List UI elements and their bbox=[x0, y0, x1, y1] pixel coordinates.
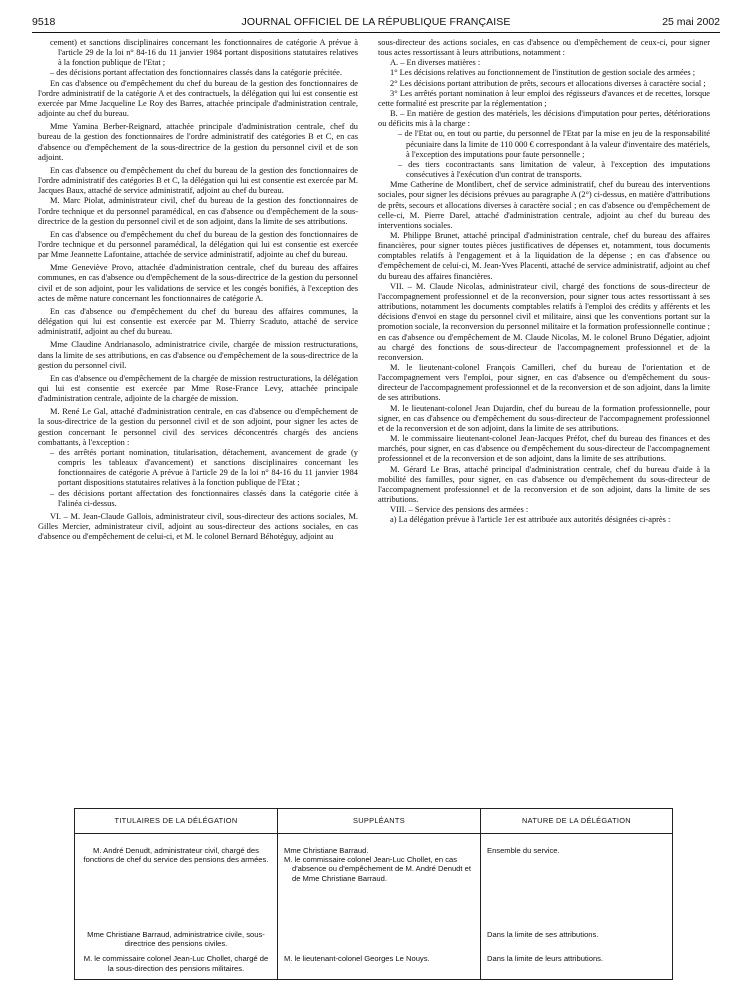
paragraph: – des arrêtés portant nomination, titularisation, détachement, avancement de grade (y compris les tableaux d'avancement) et sanctions disciplinaires concernant les fonctionnaires de catégorie A prévue à l'article 29 de la loi n° 84-16 du 11 janvier 1984 portant dispositions statutaires relatives à la fonction publique de l'Etat ; bbox=[50, 447, 358, 488]
paragraph: a) La délégation prévue à l'article 1er est attribuée aux autorités désignées ci-après : bbox=[390, 515, 671, 525]
paragraph: – de l'Etat ou, en tout ou partie, du personnel de l'Etat par la mise en jeu de la responsabilité pécuniaire dans la limite de 110 000 € correspondant à la valeur d'inventaire des matériels, à l'exception des imputations pour faute personnelle ; bbox=[398, 129, 710, 159]
paragraph: 1° Les décisions relatives au fonctionnement de l'institution de gestion sociale des armées ; bbox=[390, 68, 696, 78]
paragraph: En cas d'absence ou d'empêchement du chef du bureau de la gestion des fonctionnaires de l'ordre administratif de la catégorie A et des contractuels, la délégation qui lui est consentie est exercée par Mme Jacqueline Le Roy des Barres, attachée principale d'administration centrale, adjointe au chef du bureau. bbox=[38, 78, 358, 119]
paragraph: Mme Catherine de Montlibert, chef de service administratif, chef du bureau des interventions sociales, pour signer les décisions prévues au paragraphe A (2°) ci-dessus, en matière d'attributions de prêts, secours et allocations diverses à caractère social ; en cas d'absence ou d'empêchement de celle-ci, M. Pierre Darel, attaché d'administration centrale, adjoint au chef du bureau des interventions sociales. bbox=[378, 180, 710, 230]
suppleants-cell: M. le lieutenant-colonel Georges Le Nouys. bbox=[278, 951, 481, 980]
paragraph: – des tiers cocontractants sans limitation de valeur, à l'exception des imputations consécutives à l'exécution d'un contrat de transports. bbox=[398, 159, 710, 180]
paragraph: VII. – M. Claude Nicolas, administrateur civil, chargé des fonctions de sous-directeur de l'accompagnement professionnel et de la reconversion, pour signer tous actes ressortissant à ses attributions, notamment les documents comptables relatifs à l'emploi des crédits y afférents et les décisions d'envoi en stage du personnel civil et militaire, ainsi que les conventions portant sur la promotion sociale, la reconversion du personnel militaire et la formation professionnelle continue ; en cas d'absence ou d'empêchement de M. Claude Nicolas, M. le colonel Bruno Dégatier, adjoint au chargé des fonctions de sous-directeur de l'accompagnement professionnel et de la reconversion. bbox=[378, 281, 710, 362]
table-header-row bbox=[75, 809, 673, 834]
column-header-suppleants: SUPPLÉANTS bbox=[278, 809, 481, 834]
paragraph: M. le lieutenant-colonel François Camilleri, chef du bureau de l'orientation et de l'accompagnement vers l'emploi, pour signer, en cas d'absence ou d'empêchement du sous-directeur de l'accompagnement professionnel et de la reconversion et de son adjoint, dans la limite de ses attributions. bbox=[378, 363, 710, 403]
delegation-table bbox=[74, 808, 673, 980]
paragraph: 2° Les décisions portant attribution de prêts, secours et allocations diverses à caractère social ; bbox=[390, 78, 706, 88]
paragraph: En cas d'absence ou d'empêchement du chef du bureau des affaires communes, la délégation qui lui est consentie est exercée par M. Thierry Scaduto, attaché de service administratif, adjoint au chef du bureau. bbox=[38, 306, 358, 337]
paragraph: M. le lieutenant-colonel Jean Dujardin, chef du bureau de la formation professionnelle, pour signer, en cas d'absence ou d'empêchement du sous-directeur de l'accompagnement professionnel et de la reconversion et de son adjoint, dans la limite de ses attributions. bbox=[378, 403, 710, 433]
paragraph: M. Marc Piolat, administrateur civil, chef du bureau de la gestion des fonctionnaires de l'ordre technique et du personnel paramédical, en cas d'absence ou d'empêchement de la sous-directrice de la gestion du personnel civil et de son adjoint, dans la limite de ses attributions. bbox=[38, 196, 358, 226]
column-header-titulaires: TITULAIRES DE LA DÉLÉGATION bbox=[75, 809, 278, 834]
titulaire-cell: M. André Denudt, administrateur civil, chargé des fonctions de chef du service des pensions des armées. bbox=[75, 834, 278, 928]
header-rule bbox=[32, 32, 720, 33]
page-number: 9518 bbox=[32, 16, 56, 28]
paragraph: cement) et sanctions disciplinaires concernant les fonctionnaires de catégorie A prévue à l'article 29 de la loi n° 84-16 du 11 janvier 1984 portant dispositions statutaires relatives à la fonction publique de l'Etat ; bbox=[50, 38, 358, 68]
column-header-nature: NATURE DE LA DÉLÉGATION bbox=[481, 809, 673, 834]
table-row bbox=[75, 834, 673, 928]
nature-cell: Dans la limite de leurs attributions. bbox=[481, 951, 673, 980]
paragraph: M. le commissaire lieutenant-colonel Jean-Jacques Préfot, chef du bureau des finances et des marchés, pour signer, en cas d'absence ou d'empêchement du sous-directeur de l'accompagnement professionnel et de la reconversion et de son adjoint, dans la limite de ses attributions. bbox=[378, 434, 710, 464]
paragraph: – des décisions portant affectation des fonctionnaires classés dans la catégorie précitée. bbox=[50, 68, 342, 78]
paragraph: M. René Le Gal, attaché d'administration centrale, en cas d'absence ou d'empêchement de la sous-directrice de la gestion du personnel civil et de son adjoint, pour signer les actes de gestion concernant le personnel civil des services déconcentrés chargés des anciens combattants, à l'exception : bbox=[38, 407, 358, 447]
paragraph: VIII. – Service des pensions des armées : bbox=[390, 505, 529, 515]
suppleants-cell bbox=[278, 927, 481, 951]
paragraph: En cas d'absence ou d'empêchement du chef du bureau de la gestion des fonctionnaires de l'ordre administratif des catégories B et C, la délégation qui lui est consentie est exercée par M. Jacques Baux, attaché de service administratif, adjoint au chef du bureau. bbox=[38, 165, 358, 196]
paragraph: M. Philippe Brunet, attaché principal d'administration centrale, chef du bureau des affaires financières, pour signer toutes pièces justificatives de dépenses et, notamment, tous documents comptables relatifs à l'engagement et à la liquidation de la dépense ; en cas d'absence ou d'empêchement de celui-ci, M. Jean-Yves Placenti, attaché de service administratif, adjoint au chef du bureau des affaires financières. bbox=[378, 230, 710, 281]
paragraph: A. – En diverses matières : bbox=[390, 58, 481, 68]
suppleant-entry: Mme Christiane Barraud. bbox=[284, 846, 369, 855]
paragraph: 3° Les arrêtés portant nomination à leur emploi des régisseurs d'avances et de recettes, lorsque cette formalité est prescrite par la réglementation ; bbox=[378, 88, 710, 108]
nature-cell: Ensemble du service. bbox=[481, 834, 673, 928]
paragraph: Mme Yamina Berber-Reignard, attachée principale d'administration centrale, chef du bureau de la gestion des fonctionnaires de l'ordre administratif des catégories B et C, en cas d'absence ou d'empêchement de la sous-directrice de la gestion du personnel civil et de son adjoint. bbox=[38, 122, 358, 162]
paragraph: – des décisions portant affectation des fonctionnaires classés dans la catégorie citée à l'alinéa ci-dessus. bbox=[50, 488, 358, 508]
right-column bbox=[378, 38, 710, 526]
paragraph: sous-directeur des actions sociales, en cas d'absence ou d'empêchement de ceux-ci, pour signer tous actes ressortissant à leurs attributions, notamment : bbox=[378, 38, 710, 58]
nature-cell: Dans la limite de ses attributions. bbox=[481, 927, 673, 951]
journal-title: JOURNAL OFFICIEL DE LA RÉPUBLIQUE FRANÇAISE bbox=[241, 16, 511, 28]
publication-date: 25 mai 2002 bbox=[662, 16, 720, 28]
paragraph: Mme Geneviève Provo, attachée d'administration centrale, chef du bureau des affaires communes, en cas d'absence ou d'empêchement de la sous-directrice de la gestion du personnel civil et de son adjoint, pour les validations de service et les congés bonifiés, à l'exception des actes de même nature concernant les fonctionnaires de catégorie A. bbox=[38, 263, 358, 303]
left-column bbox=[38, 38, 358, 542]
titulaire-cell: Mme Christiane Barraud, administratrice civile, sous-directrice des pensions civiles. bbox=[75, 927, 278, 951]
page-header bbox=[32, 14, 720, 32]
suppleants-cell bbox=[278, 834, 481, 928]
table-row bbox=[75, 927, 673, 951]
paragraph: VI. – M. Jean-Claude Gallois, administrateur civil, sous-directeur des actions sociales, M. Gilles Mercier, administrateur civil, adjoint au sous-directeur des actions sociales, en cas d'absence ou d'empêchement de celui-ci, et M. le colonel Bernard Béhotéguy, adjoint au bbox=[38, 511, 358, 542]
table-row bbox=[75, 951, 673, 980]
paragraph: En cas d'absence ou d'empêchement du chef du bureau de la gestion des fonctionnaires de l'ordre technique et du personnel paramédical, la délégation qui lui est consentie est exercée par Mme Jeannette Lafontaine, attachée de service administratif, adjointe au chef du bureau. bbox=[38, 229, 358, 260]
titulaire-cell: M. le commissaire colonel Jean-Luc Chollet, chargé de la sous-direction des pensions militaires. bbox=[75, 951, 278, 980]
suppleant-entry: M. le commissaire colonel Jean-Luc Chollet, en cas d'absence ou d'empêchement de M. André Denudt et de Mme Christiane Barraud. bbox=[284, 855, 471, 883]
paragraph: B. – En matière de gestion des matériels, les décisions d'imputation pour pertes, détériorations ou déficits mis à la charge : bbox=[378, 109, 710, 129]
paragraph: En cas d'absence ou d'empêchement de la chargée de mission restructurations, la délégation qui lui est consentie est exercée par Mme Rose-France Levy, attachée principale d'administration centrale, adjointe de la chargée de mission. bbox=[38, 373, 358, 404]
paragraph: M. Gérard Le Bras, attaché principal d'administration centrale, chef du bureau d'aide à la mobilité des familles, pour signer, en cas d'absence ou d'empêchement du sous-directeur de l'accompagnement professionnel et de la reconversion et de son adjoint, dans la limite de ses attributions. bbox=[378, 464, 710, 505]
paragraph: Mme Claudine Andrianasolo, administratrice civile, chargée de mission restructurations, dans la limite de ses attributions, en cas d'absence ou d'empêchement de la sous-directrice de la gestion du personnel civil. bbox=[38, 340, 358, 370]
